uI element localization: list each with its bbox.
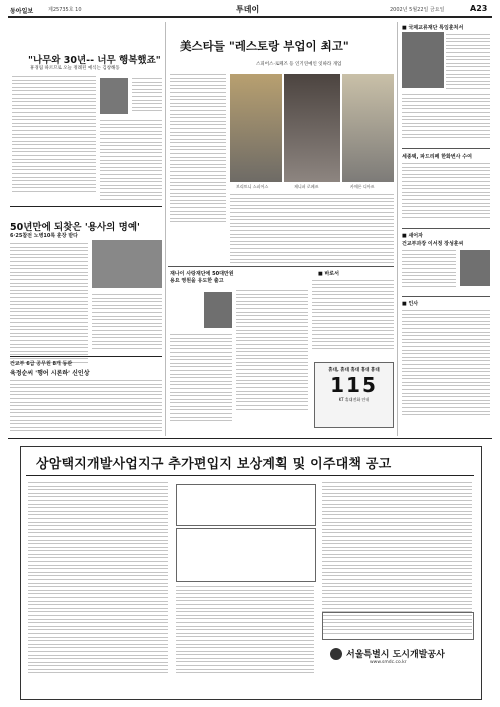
notice-col1	[28, 482, 168, 676]
article2-headline: 50년만에 되찾은 '용사의 명예'	[10, 222, 140, 233]
notice-footer-org: 서울특별시 도시개발공사	[346, 650, 445, 660]
article3-title: 육정순씨 '행어 시론하' 신인상	[10, 370, 90, 377]
article2-body	[10, 243, 88, 365]
sidebar-label4: 건교부과장 이서정 장성훈씨	[402, 241, 464, 247]
article2-subhead: 6·25참전 노병10록 훈장 받다	[10, 233, 78, 239]
middle-list	[312, 280, 394, 352]
sidebar-photo2	[460, 250, 490, 286]
notice-title: 상암택지개발사업지구 추가편입지 보상계획 및 이주대책 공고	[36, 457, 392, 472]
middle-item2: 용요 영원을 유도한 출고	[170, 278, 224, 284]
sidebar-photo1	[402, 32, 444, 88]
inline-ad	[314, 362, 394, 428]
masthead-page: A23	[470, 4, 488, 13]
sidebar-label1: ■ 국제교류재단 특임훈처서	[402, 25, 464, 31]
middle-section-label: ■ 바로서	[318, 271, 339, 277]
inline-ad-number: 115	[330, 373, 378, 397]
masthead-rule	[8, 16, 492, 18]
section-rule	[168, 266, 394, 267]
notice-table-3	[322, 612, 474, 640]
section-rule	[10, 356, 162, 357]
article3-body	[10, 380, 162, 434]
column-divider	[397, 22, 398, 436]
notice-footer-url: www.smdc.co.kr	[370, 660, 407, 665]
section-rule	[402, 148, 490, 149]
article2-body-right	[92, 294, 162, 352]
article1-body	[12, 76, 96, 195]
feature-headline: 美스타들 "레스토랑 부업이 최고"	[180, 39, 349, 53]
article2-photo	[92, 240, 162, 288]
inline-ad-line1: 휴대, 휴대 휴대 휴대 휴대	[328, 368, 380, 373]
feature-photo-2	[284, 74, 340, 182]
feature-subhead: 스피어스·로페즈 등 인기연예인 잇따라 개업	[256, 62, 342, 67]
section-rule	[10, 206, 162, 207]
inline-ad-line3: KT 휴대전화 안내	[338, 397, 370, 402]
feature-caption-1: 브리트니 스피어스	[236, 184, 269, 189]
sidebar-body3	[402, 250, 456, 290]
masthead-paper: 동아일보	[10, 8, 34, 15]
article1-subhead: 휴경림 따르므로 오늘 정례된 예식는 김창해동	[30, 66, 120, 71]
article3-subhead: 건교부 6급 공무원 8개 동관	[10, 361, 73, 367]
article1-body-right	[132, 78, 162, 114]
notice-logo-icon	[330, 648, 342, 660]
column-divider	[165, 22, 166, 436]
middle-body	[170, 334, 232, 424]
middle-body-right	[236, 290, 308, 412]
article1-photo	[100, 78, 128, 114]
sidebar-label5: ■ 인사	[402, 301, 419, 307]
sidebar-body2	[402, 163, 490, 221]
feature-body	[170, 74, 226, 225]
notice-top-rule	[8, 438, 492, 439]
masthead-meta: 제25735호 10	[48, 7, 82, 13]
notice-title-rule	[26, 475, 474, 476]
feature-photo-1	[230, 74, 282, 182]
sidebar-body4	[402, 310, 490, 418]
article1-headline: "나무와 30년-- 너무 행복했죠"	[28, 55, 161, 66]
notice-table-1	[176, 484, 316, 526]
article1-body-lower	[100, 120, 162, 203]
middle-item1: 재나이 사랑재단에 50대만원	[170, 271, 234, 277]
section-rule	[402, 228, 490, 229]
feature-photo-3	[342, 74, 394, 182]
notice-table-2	[176, 528, 316, 582]
feature-body-lower	[230, 194, 394, 266]
masthead-section: 투데이	[236, 5, 260, 14]
sidebar-label3: ■ 새어자	[402, 233, 423, 239]
sidebar-body1b	[402, 94, 490, 141]
middle-portrait	[204, 292, 232, 328]
sidebar-label2: 세종택, 파드리페 한화번사 수여	[402, 154, 472, 160]
section-rule	[402, 296, 490, 297]
sidebar-body1	[446, 34, 490, 92]
notice-col2	[176, 586, 314, 676]
feature-caption-3: 카메론 디아즈	[350, 184, 375, 189]
masthead-date: 2002년 5월22일 금요일	[390, 7, 445, 13]
feature-caption-2: 제니퍼 로페즈	[294, 184, 319, 189]
